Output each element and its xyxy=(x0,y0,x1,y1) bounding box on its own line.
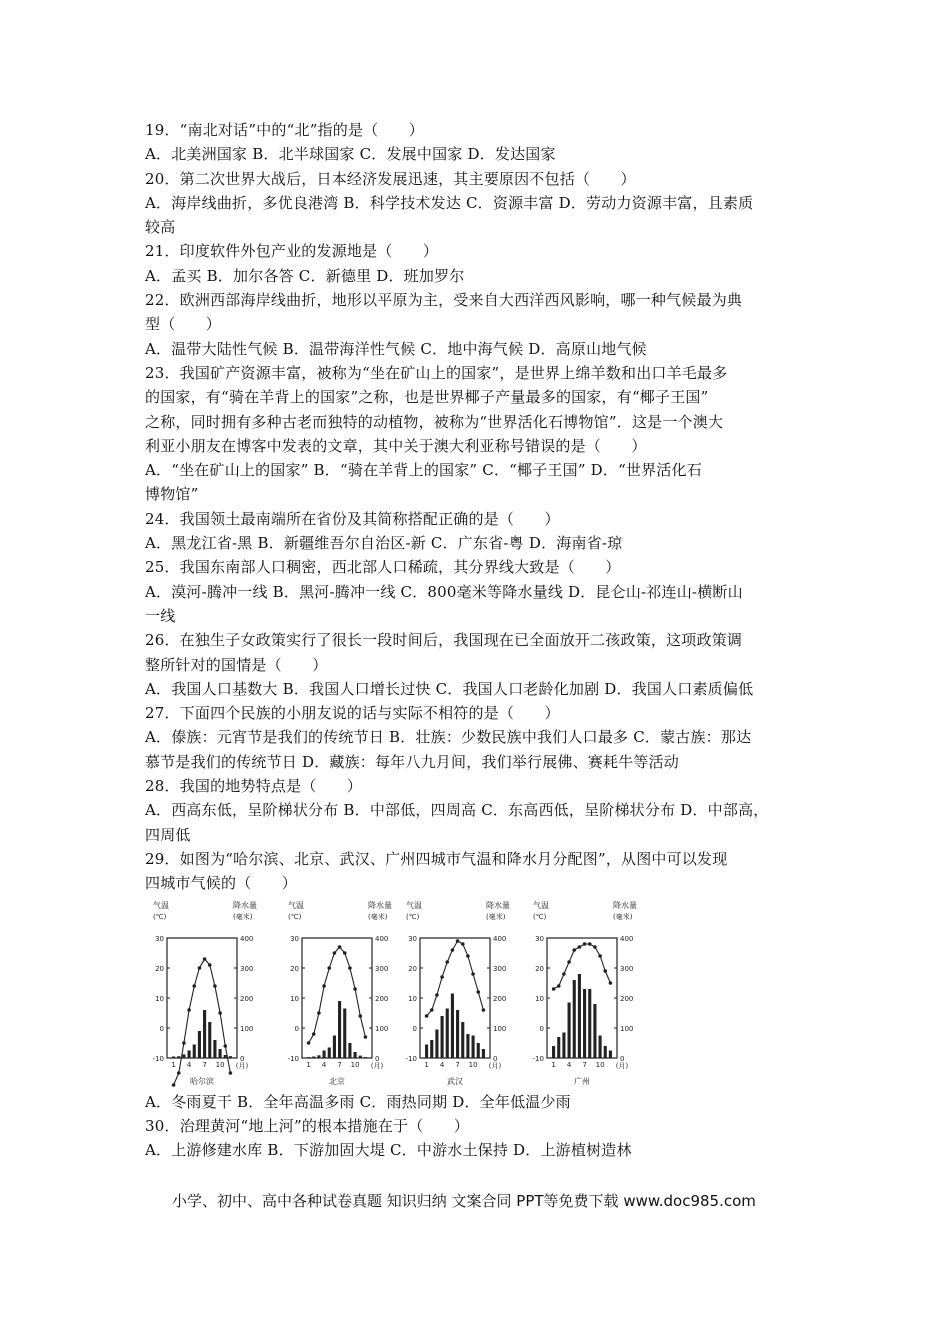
temp-point xyxy=(172,1083,176,1087)
precip-bar xyxy=(461,1022,464,1058)
precip-tick-label: 100 xyxy=(375,1024,389,1033)
precip-bar xyxy=(323,1050,326,1058)
temp-point xyxy=(552,987,556,991)
precip-bar xyxy=(338,1001,341,1058)
question-line: 整所针对的国情是（ ） xyxy=(145,655,328,674)
precip-tick-label: 400 xyxy=(240,934,254,943)
precip-bar xyxy=(466,1034,469,1058)
month-tick-label: 1 xyxy=(171,1060,176,1069)
precip-bar xyxy=(213,1040,216,1058)
temp-point xyxy=(476,990,480,994)
temp-line xyxy=(427,941,484,1016)
city-name: 哈尔滨 xyxy=(190,1076,214,1086)
temp-tick-label: 20 xyxy=(155,964,164,973)
temp-point xyxy=(598,954,602,958)
month-tick-label: 4 xyxy=(321,1060,327,1069)
question-line: 30．治理黄河“地上河”的根本措施在于（ ） xyxy=(145,1116,470,1135)
precip-bar xyxy=(446,1008,449,1058)
temp-point xyxy=(353,987,357,991)
precip-bar xyxy=(482,1049,485,1058)
temp-point xyxy=(445,960,449,964)
question-line: 24．我国领土最南端所在省份及其简称搭配正确的是（ ） xyxy=(145,509,560,528)
temp-point xyxy=(322,984,326,988)
precip-tick-label: 400 xyxy=(375,934,389,943)
precip-bar xyxy=(583,989,586,1058)
temp-point xyxy=(567,960,571,964)
temp-point xyxy=(609,981,613,985)
temp-tick-label: 20 xyxy=(408,964,417,973)
precip-bar xyxy=(477,1043,480,1058)
precip-axis-label: 降水量 xyxy=(368,900,392,910)
temp-point xyxy=(338,945,342,949)
precip-bar xyxy=(198,1031,201,1058)
precip-tick-label: 0 xyxy=(620,1054,625,1063)
temp-tick-label: -10 xyxy=(405,1054,417,1063)
question-line: A．北美洲国家 B．北半球国家 C．发展中国家 D．发达国家 xyxy=(145,145,556,164)
temp-point xyxy=(451,948,455,952)
temp-tick-label: 30 xyxy=(290,934,299,943)
question-line: 一线 xyxy=(145,606,176,625)
precip-bar xyxy=(203,1010,206,1058)
temp-point xyxy=(317,1011,321,1015)
plot-frame xyxy=(167,938,237,1058)
month-tick-label: 7 xyxy=(337,1060,342,1069)
precip-bar xyxy=(359,1055,362,1057)
precip-tick-label: 200 xyxy=(375,994,389,1003)
temp-point xyxy=(182,1041,186,1045)
precip-unit-label: (毫米) xyxy=(233,912,253,921)
month-tick-label: 1 xyxy=(424,1060,429,1069)
precip-bar xyxy=(425,1044,428,1058)
temp-tick-label: 0 xyxy=(294,1024,299,1033)
climate-chart xyxy=(145,898,267,1088)
climate-charts xyxy=(145,898,813,1088)
question-line: 27．下面四个民族的小朋友说的话与实际不相符的是（ ） xyxy=(145,704,560,723)
precip-bar xyxy=(604,1046,607,1058)
temp-line xyxy=(309,947,366,1043)
precip-tick-label: 100 xyxy=(493,1024,507,1033)
precip-bar xyxy=(430,1040,433,1058)
temp-point xyxy=(364,1035,368,1039)
temp-axis-label: 气温 xyxy=(153,900,169,910)
question-line: 利亚小朋友在博客中发表的文章，其中关于澳大利亚称号错误的是（ ） xyxy=(145,436,647,455)
temp-point xyxy=(312,1032,316,1036)
precip-tick-label: 300 xyxy=(375,964,389,973)
climate-chart xyxy=(525,898,647,1088)
temp-axis-label: 气温 xyxy=(533,900,549,910)
temp-point xyxy=(578,945,582,949)
temp-point xyxy=(198,966,202,970)
question-line: A．海岸线曲折，多优良港湾 B．科学技术发达 C．资源丰富 D．劳动力资源丰富，且素质 xyxy=(145,193,754,212)
question-line: 29．如图为“哈尔滨、北京、武汉、广州四城市气温和降水月分配图”，从图中可以发现 xyxy=(145,849,728,868)
question-line: A．“坐在矿山上的国家” B．“骑在羊背上的国家” C．“椰子王国” D．“世界活化石 xyxy=(145,461,702,480)
temp-tick-label: 0 xyxy=(539,1024,544,1033)
precip-unit-label: (毫米) xyxy=(368,912,388,921)
temp-point xyxy=(466,954,470,958)
temp-point xyxy=(307,1041,311,1045)
month-tick-label: 7 xyxy=(582,1060,587,1069)
plot-frame xyxy=(302,938,372,1058)
precip-bar xyxy=(609,1050,612,1058)
temp-tick-label: -10 xyxy=(287,1054,299,1063)
month-unit-label: (月) xyxy=(370,1061,384,1070)
precip-tick-label: 400 xyxy=(620,934,634,943)
temp-tick-label: -10 xyxy=(532,1054,544,1063)
temp-unit-label: (℃) xyxy=(406,912,420,921)
precip-bar xyxy=(599,1035,602,1058)
precip-tick-label: 300 xyxy=(493,964,507,973)
temp-point xyxy=(213,984,217,988)
temp-tick-label: 30 xyxy=(408,934,417,943)
temp-tick-label: 20 xyxy=(535,964,544,973)
precip-tick-label: 200 xyxy=(620,994,634,1003)
temp-point xyxy=(187,1008,191,1012)
climate-chart xyxy=(398,898,520,1088)
temp-point xyxy=(343,951,347,955)
month-tick-label: 4 xyxy=(439,1060,445,1069)
temp-point xyxy=(333,951,337,955)
temp-tick-label: 0 xyxy=(159,1024,164,1033)
climate-chart xyxy=(280,898,402,1088)
precip-bar xyxy=(568,1002,571,1058)
month-tick-label: 7 xyxy=(202,1060,207,1069)
question-line: A．温带大陆性气候 B．温带海洋性气候 C．地中海气候 D．高原山地气候 xyxy=(145,339,647,358)
temp-point xyxy=(456,939,460,943)
precip-bar xyxy=(348,1043,351,1058)
question-line: 26．在独生子女政策实行了很长一段时间后，我国现在已全面放开二孩政策，这项政策调 xyxy=(145,631,743,650)
month-tick-label: 7 xyxy=(455,1060,460,1069)
precip-bar xyxy=(333,1035,336,1058)
temp-axis-label: 气温 xyxy=(406,900,422,910)
temp-point xyxy=(583,942,587,946)
precip-axis-label: 降水量 xyxy=(486,900,510,910)
precip-bar xyxy=(435,1029,438,1058)
temp-point xyxy=(440,975,444,979)
precip-unit-label: (毫米) xyxy=(613,912,633,921)
temp-point xyxy=(425,1014,429,1018)
temp-point xyxy=(218,1011,222,1015)
temp-point xyxy=(572,948,576,952)
month-tick-label: 10 xyxy=(468,1060,478,1069)
question-line: 较高 xyxy=(145,218,176,237)
temp-point xyxy=(327,966,331,970)
precip-tick-label: 300 xyxy=(240,964,254,973)
month-tick-label: 10 xyxy=(595,1060,605,1069)
precip-bar xyxy=(562,1032,565,1058)
question-line: 博物馆” xyxy=(145,485,199,504)
precip-bar xyxy=(317,1055,320,1058)
footer-ad: 小学、初中、高中各种试卷真题 知识归纳 文案合同 PPT等免费下载 www.doc985.com xyxy=(172,1192,756,1210)
precip-tick-label: 200 xyxy=(493,994,507,1003)
precip-bar xyxy=(557,1037,560,1058)
question-line: A．漠河-腾冲一线 B．黑河-腾冲一线 C．800毫米等降水量线 D．昆仑山-祁连山-横断山 xyxy=(145,582,743,601)
precip-tick-label: 0 xyxy=(493,1054,498,1063)
precip-bar xyxy=(328,1047,331,1058)
month-unit-label: (月) xyxy=(488,1061,502,1070)
precip-bar xyxy=(354,1052,357,1058)
temp-point xyxy=(557,984,561,988)
temp-point xyxy=(562,972,566,976)
temp-point xyxy=(203,957,207,961)
temp-tick-label: 20 xyxy=(290,964,299,973)
temp-point xyxy=(192,984,196,988)
precip-bar xyxy=(312,1056,315,1058)
month-tick-label: 1 xyxy=(306,1060,311,1069)
question-line: A．黑龙江省-黑 B．新疆维吾尔自治区-新 C．广东省-粤 D．海南省-琼 xyxy=(145,534,623,553)
question-line: 之称，同时拥有多种古老而独特的动植物，被称为“世界活化石博物馆”．这是一个澳大 xyxy=(145,412,724,431)
precip-tick-label: 400 xyxy=(493,934,507,943)
question-line: A．西高东低，呈阶梯状分布 B．中部低，四周高 C．东高西低，呈阶梯状分布 D．中部高， xyxy=(145,801,769,820)
question-line: 四城市气候的（ ） xyxy=(145,874,298,893)
precip-bar xyxy=(182,1054,185,1058)
precip-bar xyxy=(208,1022,211,1058)
precip-bar xyxy=(593,1004,596,1058)
temp-tick-label: 10 xyxy=(535,994,544,1003)
precip-tick-label: 200 xyxy=(240,994,254,1003)
precip-bar xyxy=(441,1016,444,1058)
temp-point xyxy=(348,966,352,970)
precip-tick-label: 100 xyxy=(240,1024,254,1033)
precip-bar xyxy=(578,974,581,1058)
question-line: A．冬雨夏干 B．全年高温多雨 C．雨热同期 D．全年低温少雨 xyxy=(145,1092,571,1111)
city-name: 武汉 xyxy=(447,1076,463,1086)
precip-bar xyxy=(188,1050,191,1058)
temp-tick-label: -10 xyxy=(152,1054,164,1063)
question-line: A．傣族：元宵节是我们的传统节日 B．壮族：少数民族中我们人口最多 C．蒙古族：那达 xyxy=(145,728,752,747)
temp-unit-label: (℃) xyxy=(533,912,547,921)
month-tick-label: 4 xyxy=(566,1060,572,1069)
precip-axis-label: 降水量 xyxy=(613,900,637,910)
temp-point xyxy=(593,945,597,949)
question-line: A．孟买 B．加尔各答 C．新德里 D．班加罗尔 xyxy=(145,266,465,285)
question-line: A．我国人口基数大 B．我国人口增长过快 C．我国人口老龄化加剧 D．我国人口素质偏低 xyxy=(145,679,754,698)
temp-tick-label: 10 xyxy=(408,994,417,1003)
question-line: 28．我国的地势特点是（ ） xyxy=(145,777,363,796)
month-tick-label: 10 xyxy=(350,1060,360,1069)
climate-chart-svg xyxy=(280,898,402,1088)
precip-axis-label: 降水量 xyxy=(233,900,257,910)
precip-bar xyxy=(456,1010,459,1058)
precip-bar xyxy=(451,993,454,1058)
exam-page xyxy=(145,118,813,1162)
precip-bar xyxy=(573,980,576,1058)
climate-chart-svg xyxy=(398,898,520,1088)
climate-chart-svg xyxy=(525,898,647,1088)
temp-line xyxy=(554,944,611,989)
precip-bar xyxy=(472,1035,475,1058)
precip-bar xyxy=(193,1044,196,1058)
precip-bar xyxy=(343,1008,346,1058)
precip-bar xyxy=(229,1056,232,1058)
month-unit-label: (月) xyxy=(615,1061,629,1070)
question-line: 22．欧洲西部海岸线曲折，地形以平原为主，受来自大西洋西风影响，哪一种气候最为典 xyxy=(145,291,743,310)
climate-chart-svg xyxy=(145,898,267,1088)
temp-point xyxy=(603,969,607,973)
city-name: 北京 xyxy=(329,1076,345,1086)
temp-tick-label: 10 xyxy=(155,994,164,1003)
precip-bar xyxy=(552,1046,555,1058)
precip-bar xyxy=(307,1057,310,1058)
temp-unit-label: (℃) xyxy=(153,912,167,921)
precip-bar xyxy=(177,1056,180,1058)
question-list-continued xyxy=(145,1090,813,1163)
month-tick-label: 4 xyxy=(186,1060,192,1069)
precip-bar xyxy=(219,1049,222,1058)
temp-tick-label: 30 xyxy=(535,934,544,943)
precip-bar xyxy=(588,989,591,1058)
temp-tick-label: 10 xyxy=(290,994,299,1003)
precip-tick-label: 100 xyxy=(620,1024,634,1033)
temp-tick-label: 0 xyxy=(412,1024,417,1033)
temp-point xyxy=(435,993,439,997)
precip-bar xyxy=(172,1056,175,1058)
month-unit-label: (月) xyxy=(235,1061,249,1070)
question-line: 慕节是我们的传统节日 D．藏族：每年八九月间，我们举行展佛、赛耗牛等活动 xyxy=(145,752,679,771)
question-list xyxy=(145,118,813,896)
precip-tick-label: 0 xyxy=(375,1054,380,1063)
question-line: 23．我国矿产资源丰富，被称为“坐在矿山上的国家”，是世界上绵羊数和出口羊毛最多 xyxy=(145,363,728,382)
precip-bar xyxy=(224,1055,227,1058)
question-line: 20．第二次世界大战后，日本经济发展迅速，其主要原因不包括（ ） xyxy=(145,169,636,188)
temp-point xyxy=(482,1008,486,1012)
temp-point xyxy=(461,942,465,946)
temp-tick-label: 30 xyxy=(155,934,164,943)
precip-bar xyxy=(364,1057,367,1058)
temp-unit-label: (℃) xyxy=(288,912,302,921)
temp-point xyxy=(358,1014,362,1018)
temp-point xyxy=(223,1044,227,1048)
precip-unit-label: (毫米) xyxy=(486,912,506,921)
temp-point xyxy=(588,942,592,946)
question-line: 的国家，有“骑在羊背上的国家”之称，也是世界椰子产量最多的国家，有“椰子王国” xyxy=(145,388,709,407)
question-line: 19．“南北对话”中的“北”指的是（ ） xyxy=(145,121,424,139)
temp-point xyxy=(430,1008,434,1012)
question-line: 21．印度软件外包产业的发源地是（ ） xyxy=(145,242,439,261)
temp-point xyxy=(471,972,475,976)
temp-point xyxy=(177,1071,181,1075)
month-tick-label: 1 xyxy=(551,1060,556,1069)
month-tick-label: 10 xyxy=(215,1060,225,1069)
temp-axis-label: 气温 xyxy=(288,900,304,910)
temp-point xyxy=(208,963,212,967)
precip-tick-label: 0 xyxy=(240,1054,245,1063)
question-line: 型（ ） xyxy=(145,315,222,334)
precip-tick-label: 300 xyxy=(620,964,634,973)
city-name: 广州 xyxy=(574,1076,590,1086)
question-line: 四周低 xyxy=(145,825,191,844)
question-line: 25．我国东南部人口稠密，西北部人口稀疏，其分界线大致是（ ） xyxy=(145,558,621,577)
question-line: A．上游修建水库 B．下游加固大堤 C．中游水土保持 D．上游植树造林 xyxy=(145,1141,632,1160)
temp-point xyxy=(229,1071,233,1075)
